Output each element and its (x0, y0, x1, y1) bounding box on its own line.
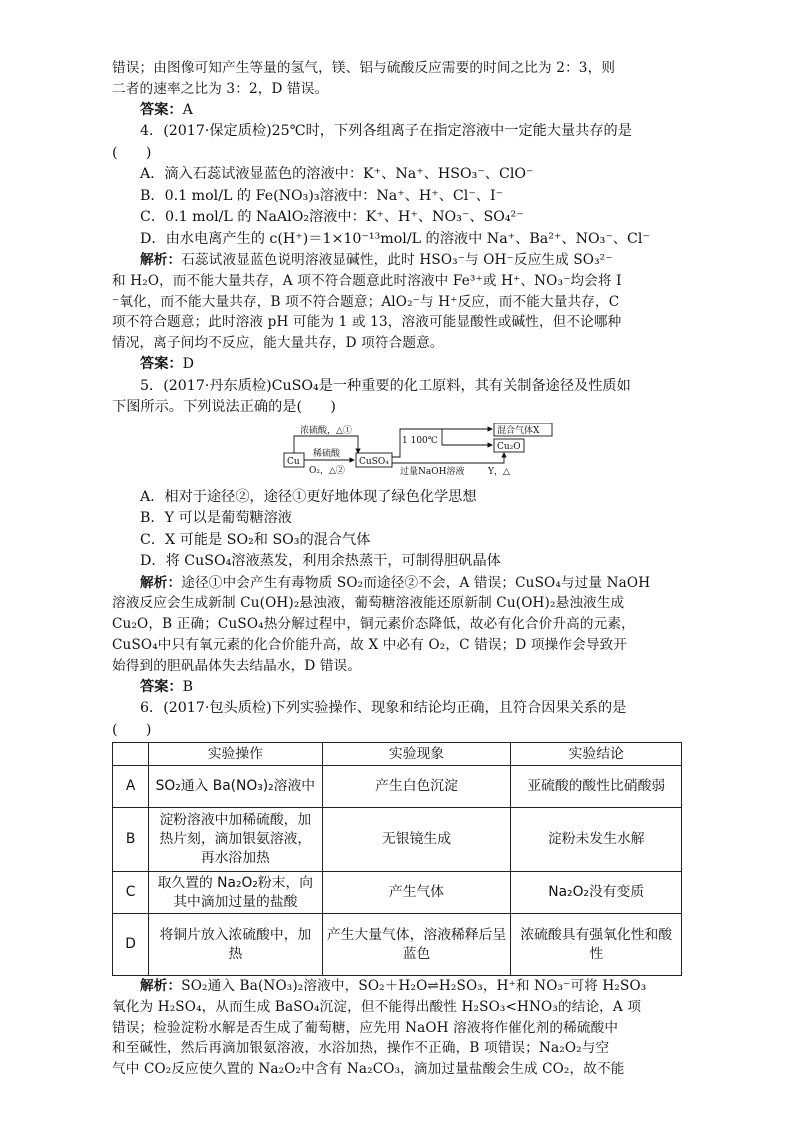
analysis-text: 途径①中会产生有毒物质 SO₂而途径②不会，A 错误；CuSO₄与过量 NaOH (181, 574, 651, 591)
operation-cell: SO₂通入 Ba(NO₃)₂溶液中 (149, 766, 322, 808)
analysis-line: 项不符合题意；此时溶液 pH 可能为 1 或 13，溶液可能显酸性或碱性，但不论哪种 (112, 314, 622, 331)
answer-label: 答案： (140, 678, 183, 695)
table-row (113, 872, 682, 914)
answer-label: 答案： (140, 101, 183, 118)
operation-cell: 淀粉溶液中加稀硫酸，加热片刻，滴加银氨溶液，再水浴加热 (149, 808, 322, 872)
route1-label: 浓硫酸，△① (300, 425, 352, 436)
conclusion-cell: 淀粉未发生水解 (511, 808, 682, 872)
phenomenon-cell: 产生气体 (322, 872, 511, 914)
phenomenon-cell: 产生大量气体，溶液稀释后呈蓝色 (322, 914, 511, 976)
row-key: C (113, 872, 149, 914)
option-b: B．0.1 mol/L 的 Fe(NO₃)₃溶液中：Na⁺、H⁺、Cl⁻、I⁻ (140, 187, 504, 204)
answer-line (112, 677, 684, 699)
analysis-line: 和至碱性，然后再滴加银氨溶液，水浴加热，操作不正确，B 项错误；Na₂O₂与空 (112, 1040, 610, 1057)
header-cell: 实验结论 (511, 743, 682, 766)
analysis-line (112, 250, 684, 271)
analysis-line: 溶液反应会生成新制 Cu(OH)₂悬浊液，葡萄糖溶液能还原新制 Cu(OH)₂悬浊液生成 (112, 595, 625, 612)
option-b: B．Y 可以是葡萄糖溶液 (140, 510, 292, 527)
option-d: D．将 CuSO₄溶液蒸发，利用余热蒸干，可制得胆矾晶体 (140, 553, 501, 570)
answer-value: A (182, 101, 193, 118)
conclusion-cell: 亚硫酸的酸性比硝酸弱 (511, 766, 682, 808)
question-stem: 5．(2017·丹东质检)CuSO₄是一种重要的化工原料，其有关制备途径及性质如 (140, 377, 631, 394)
temp-label: 1 100℃ (402, 435, 438, 446)
operation-cell: 取久置的 Na₂O₂粉末，向其中滴加过量的盐酸 (149, 872, 322, 914)
row-key: D (113, 914, 149, 976)
table-row (113, 766, 682, 808)
phenomenon-cell: 产生白色沉淀 (322, 766, 511, 808)
analysis-line: 始得到的胆矾晶体失去结晶水，D 错误。 (112, 657, 362, 674)
naoh-label: 过量NaOH溶液 (400, 466, 465, 477)
naoh-arrow (392, 453, 504, 463)
analysis-line: CuSO₄中只有氧元素的化合价能升高，故 X 中必有 O₂，C 错误；D 项操作会导致开 (112, 636, 628, 653)
option-c: C．0.1 mol/L 的 NaAlO₂溶液中：K⁺、H⁺、NO₃⁻、SO₄²⁻ (140, 209, 524, 226)
header-cell: 实验现象 (322, 743, 511, 766)
analysis-text: 石蕊试液显蓝色说明溶液显碱性，此时 HSO₃⁻与 OH⁻反应生成 SO₃²⁻ (181, 252, 613, 269)
row-key: B (113, 808, 149, 872)
cuso4-label: CuSO₄ (359, 456, 389, 467)
option-a: A．滴入石蕊试液显蓝色的溶液中：K⁺、Na⁺、HSO₃⁻、ClO⁻ (140, 166, 534, 183)
document-page (112, 58, 684, 1080)
question-stem-cont: 下图所示。下列说法正确的是( ) (112, 399, 336, 416)
table-header-row (113, 743, 682, 766)
analysis-line: 气中 CO₂反应使久置的 Na₂O₂中含有 Na₂CO₃，滴加过量盐酸会生成 CO₂，故不能 (112, 1061, 625, 1078)
answer-line (112, 100, 684, 122)
question-stem: 6．(2017·包头质检)下列实验操作、现象和结论均正确，且符合因果关系的是 (140, 700, 627, 717)
phenomenon-cell: 无银镜生成 (322, 808, 511, 872)
option-d: D．由水电离产生的 c(H⁺)＝1×10⁻¹³mol/L 的溶液中 Na⁺、Ba²⁺、NO₃⁻、Cl⁻ (140, 230, 650, 247)
analysis-text: SO₂通入 Ba(NO₃)₂溶液中，SO₂＋H₂O⇌H₂SO₃，H⁺和 NO₃⁻可将 H₂SO₃ (181, 978, 647, 995)
option-a: A．相对于途径②，途径①更好地体现了绿色化学思想 (140, 488, 477, 505)
text-line: 二者的速率之比为 3：2，D 错误。 (112, 80, 329, 97)
table-row (113, 808, 682, 872)
reaction-diagram (112, 423, 684, 481)
answer-value: D (182, 356, 194, 373)
branch-arrow (442, 429, 492, 445)
analysis-line (112, 573, 684, 594)
conclusion-cell: Na₂O₂没有变质 (511, 872, 682, 914)
analysis-label: 解析： (140, 252, 182, 269)
header-cell: 实验操作 (149, 743, 322, 766)
question-paren: ( ) (112, 144, 152, 161)
answer-line (112, 354, 684, 376)
question-stem: 4．(2017·保定质检)25℃时，下列各组离子在指定溶液中一定能大量共存的是 (140, 123, 632, 140)
analysis-label: 解析： (140, 574, 182, 591)
analysis-line: 错误；检验淀粉水解是否生成了葡萄糖，应先用 NaOH 溶液将作催化剂的稀硫酸中 (112, 1019, 619, 1036)
question-paren: ( ) (112, 721, 152, 738)
analysis-line (112, 976, 684, 997)
analysis-line: 情况，离子间均不反应，能大量共存，D 项符合题意。 (112, 335, 444, 352)
gas-x-label: 混合气体X (497, 425, 540, 436)
table-row (113, 914, 682, 976)
conclusion-cell: 浓硫酸具有强氧化性和酸性 (511, 914, 682, 976)
answer-value: B (182, 678, 194, 695)
y-label: Y，△ (488, 466, 510, 477)
experiment-table (112, 742, 682, 976)
operation-cell: 将铜片放入浓硫酸中，加热 (149, 914, 322, 976)
analysis-line: ⁻氧化，而不能大量共存，B 项不符合题意；AlO₂⁻与 H⁺反应，而不能大量共存，C (112, 293, 620, 310)
header-cell (113, 743, 149, 766)
option-c: C．X 可能是 SO₂和 SO₃的混合气体 (140, 531, 371, 548)
cu2o-label: Cu₂O (497, 441, 521, 452)
text-line: 错误；由图像可知产生等量的氢气，镁、铝与硫酸反应需要的时间之比为 2：3，则 (112, 60, 616, 76)
answer-label: 答案： (140, 356, 183, 373)
route2-label-bottom: O₂，△② (309, 465, 345, 476)
cu-label: Cu (287, 456, 300, 467)
reaction-diagram-svg (112, 423, 684, 481)
analysis-label: 解析： (140, 978, 182, 995)
row-key: A (113, 766, 149, 808)
analysis-line: 和 H₂O，而不能大量共存，A 项不符合题意此时溶液中 Fe³⁺或 H⁺、NO₃⁻均会将 I (112, 272, 622, 289)
analysis-line: Cu₂O，B 正确；CuSO₄热分解过程中，铜元素价态降低，故必有化合价升高的元素， (112, 616, 635, 633)
route2-label-top: 稀硫酸 (313, 448, 341, 459)
analysis-line: 氧化为 H₂SO₄，从而生成 BaSO₄沉淀，但不能得出酸性 H₂SO₃<HNO₃的结论，A 项 (112, 998, 642, 1015)
